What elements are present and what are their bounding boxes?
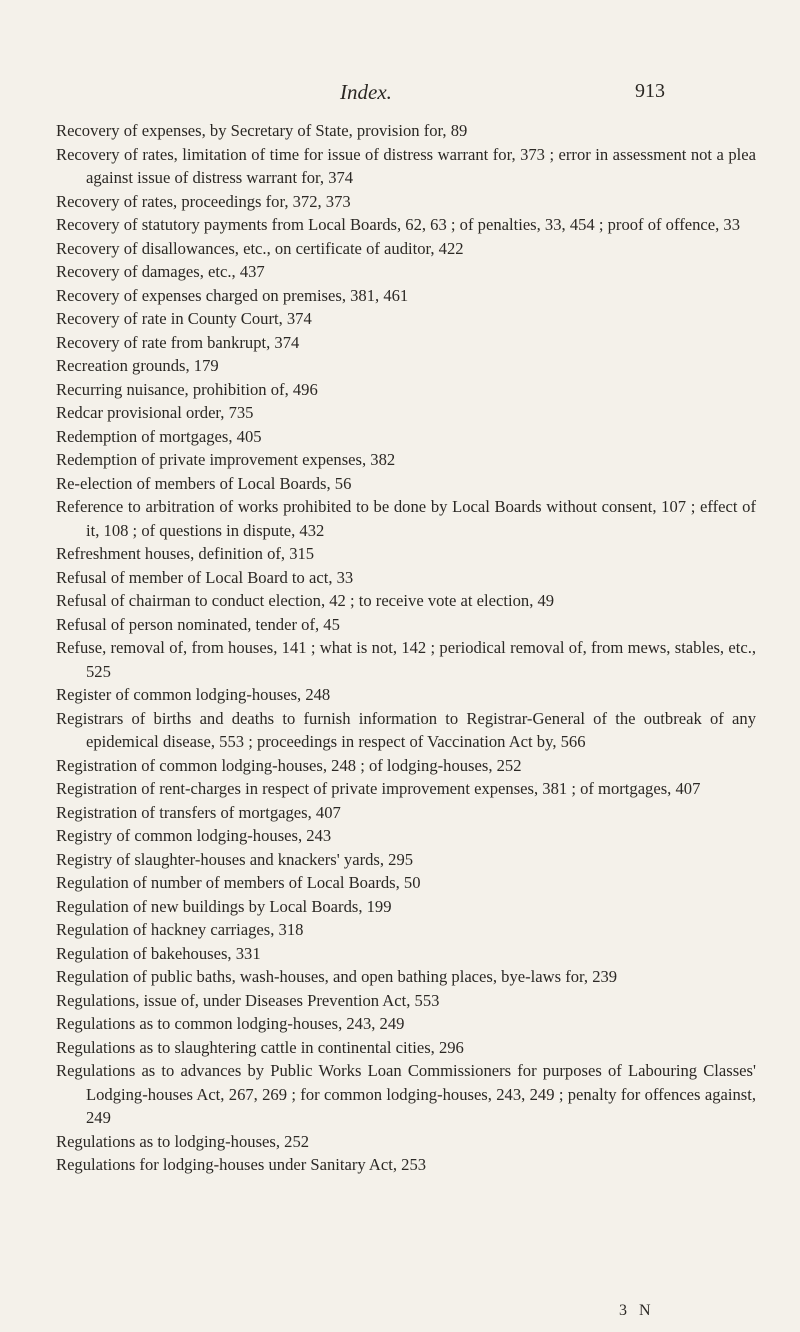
index-entry: Regulations as to lodging-houses, 252 [56,1131,310,1151]
index-entry: Recovery of statutory payments from Local Boards, 62, 63 ; of penalties, 33, 454 ; proof of offence, 33 [56,215,741,234]
index-entry: Regulation of hackney carriages, 318 [56,920,304,939]
index-entry: Refusal of chairman to conduct election, 42 ; to receive vote at election, 49 [56,591,555,610]
index-entries [56,119,756,1177]
index-entry: Recurring nuisance, prohibition of, 496 [56,379,318,399]
index-entry: Reference to arbitration of works prohibited to be done by Local Boards without consent, 107 ; effect of it, 108 ; of questions in dispute, 432 [56,497,756,540]
index-entry: Register of common lodging-houses, 248 [56,685,331,704]
index-entry: Regulations as to advances by Public Works Loan Commissioners for purposes of Labouring Classes' Lodging-houses Act, 267, 269 ; for common lodging-houses, 243, 249 ; penalty for offences against, 249 [56,1061,756,1127]
index-entry: Registration of common lodging-houses, 248 ; of lodging-houses, 252 [56,755,522,775]
index-entry: Regulations for lodging-houses under Sanitary Act, 253 [56,1155,427,1174]
index-entry: Regulation of bakehouses, 331 [56,943,261,963]
index-entry: Registrars of births and deaths to furnish information to Registrar-General of the outbreak of any epidemical disease, 553 ; proceedings in respect of Vaccination Act by, 566 [56,708,756,751]
index-entry: Re-election of members of Local Boards, 56 [56,473,352,493]
index-entry: Registry of slaughter-houses and knackers' yards, 295 [56,849,414,869]
index-entry: Refusal of person nominated, tender of, 45 [56,614,340,634]
index-entry: Regulation of public baths, wash-houses, and open bathing places, bye-laws for, 239 [56,967,618,986]
index-entry: Registration of rent-charges in respect of private improvement expenses, 381 ; of mortgages, 407 [56,779,701,798]
index-entry: Regulations as to common lodging-houses, 243, 249 [56,1014,405,1033]
index-entry: Refreshment houses, definition of, 315 [56,544,315,563]
index-entry: Registry of common lodging-houses, 243 [56,826,332,845]
index-entry: Recovery of rate from bankrupt, 374 [56,332,300,352]
index-entry: Regulations as to slaughtering cattle in continental cities, 296 [56,1037,464,1057]
index-entry: Regulation of new buildings by Local Boards, 199 [56,896,392,916]
index-entry: Recovery of rates, proceedings for, 372, 373 [56,191,351,211]
index-entry: Regulation of number of members of Local Boards, 50 [56,873,421,892]
index-entry: Recreation grounds, 179 [56,356,219,375]
index-entry: Refusal of member of Local Board to act, 33 [56,567,354,587]
index-entry: Redemption of private improvement expenses, 382 [56,450,396,469]
index-entry: Registration of transfers of mortgages, 407 [56,802,341,822]
index-entry: Recovery of disallowances, etc., on certificate of auditor, 422 [56,238,464,258]
index-entry: Recovery of rate in County Court, 374 [56,309,312,328]
index-entry: Regulations, issue of, under Diseases Prevention Act, 553 [56,990,440,1010]
index-entry: Redemption of mortgages, 405 [56,426,262,446]
signature-mark: 3 N [619,1302,655,1319]
page-number: 913 [635,80,665,102]
running-head-title: Index. [340,80,392,104]
index-entry: Recovery of damages, etc., 437 [56,262,265,281]
index-entry: Recovery of expenses charged on premises, 381, 461 [56,285,409,305]
index-entry: Redcar provisional order, 735 [56,403,254,422]
index-entry: Refuse, removal of, from houses, 141 ; what is not, 142 ; periodical removal of, from mews, stables, etc., 525 [56,638,756,681]
running-head [0,80,800,110]
index-entry: Recovery of expenses, by Secretary of State, provision for, 89 [56,121,468,140]
index-entry: Recovery of rates, limitation of time for issue of distress warrant for, 373 ; error in assessment not a plea against issue of distress warrant for, 374 [56,144,756,187]
